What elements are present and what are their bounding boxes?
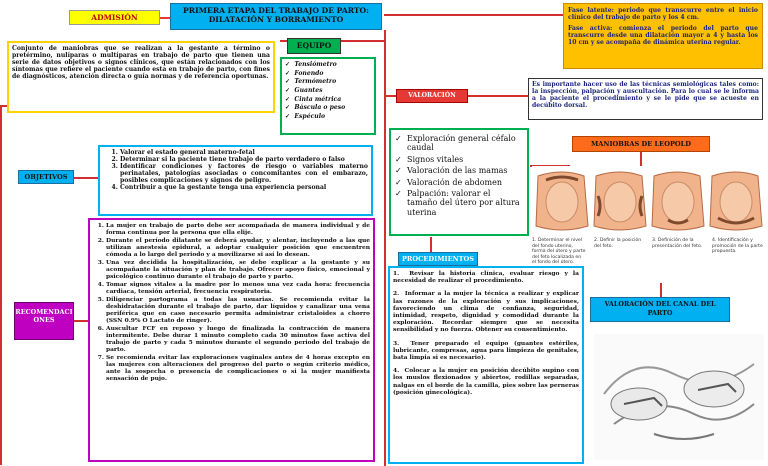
valoracion-item: ✓ Valoración de las mamas: [395, 166, 508, 176]
valoracion-item: ✓ Valoración de abdomen: [395, 177, 503, 187]
fase-activa: Fase activa: comienza el periodo del parto que transcurre desde una dilatación mayor a 4 y hasta los 10 cm y se acompaña de dinámica uterina regular.: [568, 25, 758, 47]
abdomen-figure: [652, 172, 704, 230]
valoracion-note: Es importante hacer uso de las técnicas semiológicas tales como: la inspección, palpación y auscultación. Para lo cual se le informa a la paciente el procedimiento y se le pide que se acueste en decúbito dorsal.: [528, 78, 763, 120]
checkmark-icon: ✓: [285, 87, 295, 95]
leopold-caption: 4. Identificación y promoción de la parte propuesta.: [712, 238, 763, 255]
admision-text: Conjunto de maniobras que se realizan a la gestante a término o pretérmino, nulíparas o multíparas en trabajo de parto que tienen una serie de datos objetivos o signos clínicos, que están relacionados con los síntomas que refiere el paciente cuando esta en trabajo de parto, con fines de diagnósticos, atención directa o guía normas y de referencia oportunas.: [7, 41, 275, 113]
leopold-caption: 3. Definición de la presentación del feto.: [652, 238, 703, 249]
checkmark-icon: ✓: [285, 78, 295, 86]
checkmark-icon: ✓: [285, 113, 295, 121]
procedimientos-item: 2. Informar a la mujer la técnica a realizar y explicar las razones de la exploración y sus implicaciones, favoreciendo un clima de confianza, seguridad, intimidad, respeto, dignidad y comodidad durante la exploración. Recordar siempre que se necesita sensibilidad y no fuerza. Obtener su consentimiento.: [393, 290, 579, 334]
recomendaciones-list: [88, 218, 375, 462]
leopold-label: MANIOBRAS DE LEOPOLD: [572, 136, 710, 152]
connector-line: [430, 237, 432, 252]
fase-box: [563, 3, 763, 69]
page-title: PRIMERA ETAPA DEL TRABAJO DE PARTO: DILATACIÓN Y BORRAMIENTO: [170, 3, 382, 30]
connector-line: [0, 105, 2, 465]
abdomen-figure: [536, 172, 588, 230]
connector-line: [160, 17, 170, 19]
recomendaciones-item: 1. La mujer en trabajo de parto debe ser acompañada de manera individual y de forma continua por la persona que ella elije.: [106, 222, 370, 236]
procedimientos-item: 4. Colocar a la mujer en posición decúbito supino con los muslos flexionados y abiertos, rodillas separadas, nalgas en el borde de la camilla, pies sobre las perneras (posición ginecológica).: [393, 367, 579, 396]
checkmark-icon: ✓: [285, 69, 295, 77]
recomendaciones-item: 3. Una vez decidida la hospitalización, se debe explicar a la gestante y su acompañante la situación y plan de trabajo. Ofrecer apoyo físico, emocional y psicológico continuo durante el trabajo de parto y parto.: [106, 259, 370, 280]
procedimientos-item: 1. Revisar la historia clínica, evaluar riesgo y la necesidad de realizar el procedimiento.: [393, 270, 579, 285]
leopold-illustration: [532, 166, 768, 236]
checkmark-icon: ✓: [285, 61, 295, 68]
recomendaciones-label: RECOMENDACIONES: [14, 302, 74, 340]
equipo-label: EQUIPO: [287, 38, 341, 54]
recomendaciones-item: 7. Se recomienda evitar las exploraciones vaginales antes de 4 horas excepto en las mujeres con alteraciones del progreso del parto o según criterio médico, ante la sospecha o presencia de complicaciones o si la mujer manifiesta sensación de pujo.: [106, 354, 370, 382]
checkmark-icon: ✓: [395, 166, 402, 176]
objetivos-item: 4. Contribuir a que la gestante tenga una experiencia personal: [120, 184, 368, 191]
abdomen-figure: [594, 172, 646, 230]
procedimientos-list: [388, 266, 584, 464]
checkmark-icon: ✓: [395, 154, 402, 164]
equipo-item: ✓ Báscula o peso: [285, 104, 346, 112]
checkmark-icon: ✓: [395, 189, 402, 199]
checkmark-icon: ✓: [395, 134, 402, 143]
leopold-caption: 2. Definir la posición del feto.: [594, 238, 642, 249]
admision-label: ADMISIÓN: [69, 10, 160, 25]
leopold-caption: 1. Determinar el nivel del fondo uterino, forma del útero y parte del feto localizada en el fondo del útero.: [532, 238, 586, 266]
recomendaciones-item: 6. Auscultar FCF en reposo y luego de finalizada la contracción de manera intermitente. Debe durar 1 minuto completo cada 30 minutos fase activa del trabajo de parto y cada 5 minutos durante el segundo periodo del trabajo de parto.: [106, 325, 370, 353]
valoracion-item: ✓ Exploración general céfalo caudal: [395, 134, 516, 153]
recomendaciones-item: 2. Durante el período dilatante se deberá ayudar, y alentar, incluyendo a las que utilizan anestesia epidural, a adoptar cualquier posición que encuentren cómoda a lo largo del periodo y a movilizarse si así lo desean.: [106, 237, 370, 258]
canal-illustration: [594, 334, 764, 460]
objetivos-item: 1. Valorar el estado general materno-fetal: [120, 149, 368, 156]
equipo-item: ✓ Tensiómetro: [285, 61, 337, 68]
equipo-item: ✓ Cinta métrica: [285, 95, 342, 103]
procedimientos-item: 3. Tener preparado el equipo (guantes estériles, lubricante, compresas, agua para limpieza de genitales, bata limpia si es necesario).: [393, 339, 579, 362]
equipo-item: ✓ Fonendo: [285, 69, 324, 77]
connector-line: [74, 320, 88, 322]
canal-figure: [594, 334, 764, 460]
checkmark-icon: ✓: [285, 104, 295, 112]
objetivos-label: OBJETIVOS: [18, 170, 74, 184]
valoracion-label: VALORACIÓN FÍSICA: [396, 89, 468, 103]
valoracion-item: ✓ Palpación: valorar el tamaño del útero por altura uterina: [395, 189, 520, 217]
equipo-item: ✓ Espéculo: [285, 113, 326, 121]
objetivos-list: [98, 145, 373, 216]
connector-line: [660, 283, 662, 297]
equipo-item: ✓ Termómetro: [285, 78, 337, 86]
valoracion-list: [389, 128, 529, 236]
equipo-item: ✓ Guantes: [285, 87, 323, 95]
connector-line: [74, 177, 98, 179]
objetivos-item: 2. Determinar si la paciente tiene trabajo de parto verdadero o falso: [120, 156, 368, 163]
checkmark-icon: ✓: [395, 177, 402, 187]
abdomen-figure: [710, 172, 762, 230]
recomendaciones-item: 5. Diligenciar partograma a todas las usuarias. Se recomienda evitar la deshidratación durante el trabajo de parto, dar líquidos y canalizar una vena periférica que en caso necesario permita administrar cristaloides a chorro (SSN 0.9% O Lactato de ringer).: [106, 296, 370, 324]
checkmark-icon: ✓: [285, 95, 295, 103]
objetivos-item: 3. Identificar condiciones y factores de riesgo o variables materno perinatales, patologías asociadas o concomitantes con el embarazo, posibles complicaciones y signos de peligro.: [120, 163, 368, 184]
connector-line: [384, 95, 396, 97]
fase-latente: Fase latente: periodo que transcurre entre el inicio clínico del trabajo de parto y los 4 cm.: [568, 7, 758, 22]
procedimientos-label: PROCEDIMIENTOS: [398, 252, 478, 266]
connector-line: [384, 14, 564, 16]
recomendaciones-item: 4. Tomar signos vitales a la madre por lo menos una vez cada hora: frecuencia cardiaca, tensión arterial, frecuencia respiratoria.: [106, 281, 370, 295]
valoracion-item: ✓ Signos vitales: [395, 154, 464, 164]
connector-line: [640, 152, 642, 166]
canal-label: VALORACIÓN DEL CANAL DEL PARTO: [590, 297, 730, 322]
leopold-figure: [532, 166, 768, 280]
equipo-list: [280, 57, 376, 135]
connector-line: [468, 95, 528, 97]
